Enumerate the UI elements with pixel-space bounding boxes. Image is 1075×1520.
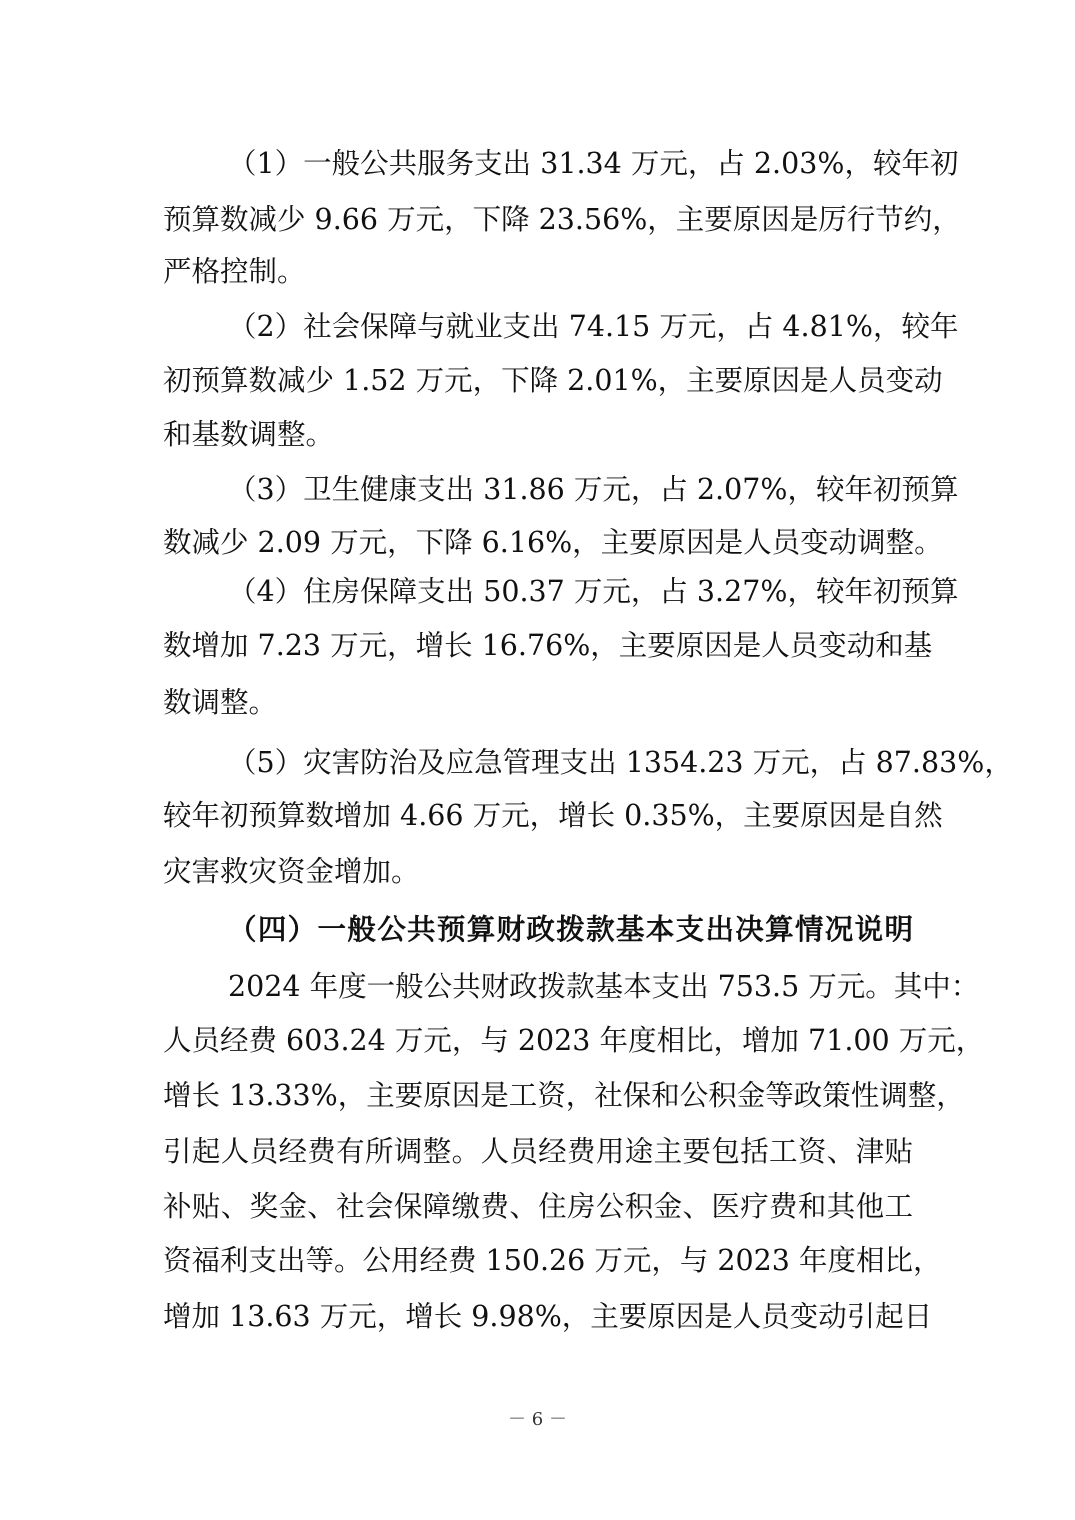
paragraph-line: （3）卫生健康支出 31.86 万元，占 2.07%，较年初预算 xyxy=(228,473,959,506)
paragraph-line: （1）一般公共服务支出 31.34 万元，占 2.03%，较年初 xyxy=(228,147,959,180)
paragraph-line: （5）灾害防治及应急管理支出 1354.23 万元，占 87.83%， xyxy=(228,746,1013,779)
paragraph-line: 补贴、奖金、社会保障缴费、住房公积金、医疗费和其他工 xyxy=(163,1190,913,1223)
paragraph-line: 严格控制。 xyxy=(163,255,306,288)
page-number: － 6 － xyxy=(508,1409,567,1430)
paragraph-line: 资福利支出等。公用经费 150.26 万元，与 2023 年度相比， xyxy=(163,1244,942,1277)
paragraph-line: 较年初预算数增加 4.66 万元，增长 0.35%，主要原因是自然 xyxy=(163,799,943,832)
section-heading: （四）一般公共预算财政拨款基本支出决算情况说明 xyxy=(228,912,913,946)
paragraph-line: 初预算数减少 1.52 万元，下降 2.01%，主要原因是人员变动 xyxy=(163,364,943,397)
paragraph-line: 引起人员经费有所调整。人员经费用途主要包括工资、津贴 xyxy=(163,1135,913,1168)
paragraph-line: 预算数减少 9.66 万元，下降 23.56%，主要原因是厉行节约， xyxy=(163,203,961,236)
paragraph-line: （4）住房保障支出 50.37 万元，占 3.27%，较年初预算 xyxy=(228,575,959,608)
paragraph-line: 和基数调整。 xyxy=(163,418,335,451)
paragraph-line: 人员经费 603.24 万元，与 2023 年度相比，增加 71.00 万元， xyxy=(163,1024,985,1057)
paragraph-line: 增加 13.63 万元，增长 9.98%，主要原因是人员变动引起日 xyxy=(163,1300,933,1333)
paragraph-line: 2024 年度一般公共财政拨款基本支出 753.5 万元。其中： xyxy=(228,970,980,1003)
paragraph-line: 数减少 2.09 万元，下降 6.16%，主要原因是人员变动调整。 xyxy=(163,526,943,559)
paragraph-line: （2）社会保障与就业支出 74.15 万元，占 4.81%，较年 xyxy=(228,310,959,343)
paragraph-line: 数增加 7.23 万元，增长 16.76%，主要原因是人员变动和基 xyxy=(163,629,933,662)
paragraph-line: 灾害救灾资金增加。 xyxy=(163,855,420,888)
paragraph-line: 数调整。 xyxy=(163,686,278,719)
paragraph-line: 增长 13.33%，主要原因是工资，社保和公积金等政策性调整， xyxy=(163,1079,965,1112)
